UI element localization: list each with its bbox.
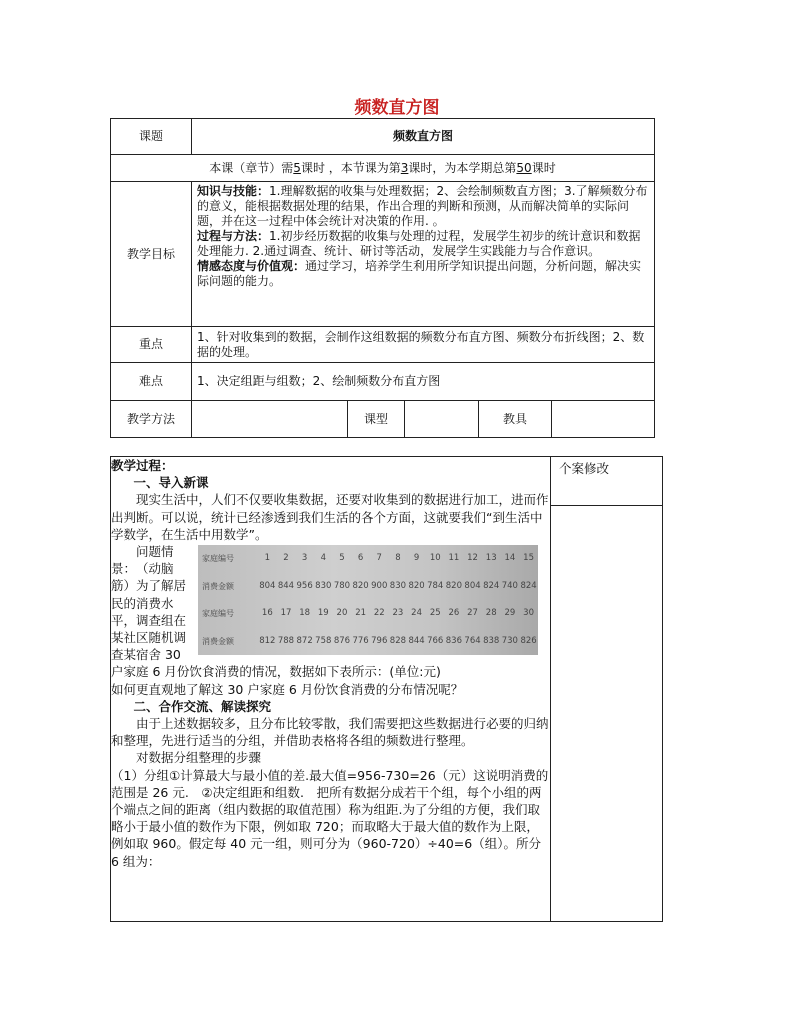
cell: 2	[283, 553, 289, 564]
cell: 764	[464, 635, 481, 646]
teaching-process-cell	[111, 457, 551, 922]
cell: 812	[259, 635, 276, 646]
cell: 828	[389, 635, 407, 646]
hours-text-1: 本课（章节）需	[209, 160, 294, 175]
cell: 838	[483, 635, 500, 646]
cell: 820	[445, 580, 462, 591]
method-value	[192, 401, 348, 438]
cell: 11	[448, 553, 460, 564]
teaching-aid-label: 教具	[479, 401, 552, 438]
cell: 876	[333, 635, 351, 646]
cell: 23	[392, 608, 404, 619]
cell: 844	[408, 635, 425, 646]
lesson-hours-row	[111, 155, 655, 182]
teaching-process-table	[110, 456, 663, 922]
difficulty-label: 难点	[111, 363, 192, 401]
cell: 6	[357, 553, 364, 564]
case-revision-notes	[551, 506, 663, 922]
cell: 18	[299, 608, 311, 619]
method-label: 教学方法	[111, 401, 192, 438]
case-revision-label: 个案修改	[551, 457, 663, 506]
hours-value-1: 5	[293, 160, 301, 175]
cell: 826	[520, 635, 537, 646]
objectives-text	[192, 182, 655, 327]
cell: 820	[408, 580, 425, 591]
cell: 804	[464, 580, 481, 591]
paragraph-intro: 现实生活中，人们不仅要收集数据，还要对收集到的数据进行加工，进而作出判断。可以说，统计已经渗透到我们生活的各个方面，这就要我们“到生活中学数学，在生活中用数学”。	[111, 492, 549, 542]
cell: 9	[413, 553, 420, 564]
page-title: 频数直方图	[354, 98, 440, 118]
cell: 900	[371, 580, 388, 591]
amount-label: 消费金额	[202, 581, 234, 591]
difficulty-text: 1、决定组距与组数；2、绘制频数分布直方图	[192, 363, 655, 401]
hours-text-4: 课时	[531, 160, 556, 175]
cell: 24	[411, 608, 422, 619]
paragraph-problem: 问题情景： （动脑筋）为了解居民的消费水平，调查组在某社区随机调查某宿舍 30 户家庭 6 月份饮食消费的情况，数据如下表所示：(单位:元)	[111, 544, 441, 680]
steps-heading: 对数据分组整理的步骤	[136, 750, 262, 766]
key-points-label: 重点	[111, 327, 192, 363]
cell: 10	[429, 553, 441, 564]
cell: 836	[445, 635, 462, 646]
emotion-heading: 情感态度与价值观：	[197, 259, 306, 273]
topic-value: 频数直方图	[192, 119, 655, 155]
cell: 830	[315, 580, 332, 591]
cell: 758	[315, 635, 332, 646]
cell: 776	[352, 635, 369, 646]
family-id-label: 家庭编号	[202, 609, 234, 619]
cell: 804	[259, 580, 276, 591]
hours-value-2: 3	[400, 160, 409, 175]
cell: 740	[501, 580, 518, 591]
family-id-label: 家庭编号	[202, 554, 234, 564]
cell: 956	[296, 580, 313, 591]
cell: 30	[523, 608, 534, 619]
cell: 8	[395, 553, 401, 564]
cell: 824	[520, 580, 537, 591]
cell: 730	[501, 635, 518, 646]
process-heading-text: 教学过程：	[111, 458, 174, 473]
topic-label: 课题	[111, 119, 192, 155]
objectives-label: 教学目标	[111, 182, 192, 327]
amount-label: 消费金额	[202, 636, 234, 646]
cell: 15	[523, 553, 534, 564]
section-1-title: 一、导入新课	[133, 475, 209, 491]
cell: 1	[264, 553, 271, 564]
section-2-title: 二、合作交流、解读探究	[133, 698, 272, 714]
cell: 19	[317, 608, 329, 619]
cell: 784	[427, 580, 444, 591]
cell: 12	[467, 553, 478, 564]
cell: 26	[448, 608, 460, 619]
cell: 796	[371, 635, 388, 646]
paragraph-steps: （1）分组①计算最大与最小值的差.最大值=956-730=26（元）这说明消费的范围是 26 元. ②决定组距和组数. 把所有数据分成若干个组，每个小组的两个端点之间的距离（组内数据的取值范围）称为组距.为了分组的方便，我们取略小于最小值的数作为下限，例如取 720；而取略大于最大值的数作为上限，例如取 960。假定每 40 元一组，则可分为（960-720）÷40=6（组）。所分 6 组为：	[111, 767, 549, 869]
cell: 7	[376, 553, 382, 564]
cell: 27	[467, 608, 478, 619]
cell: 5	[339, 553, 345, 564]
knowledge-text: 1.理解数据的收集与处理数据；2、会绘制频数直方图；3.了解频数分布的意义，能根据数据处理的结果，作出合理的判断和预测，从而解决简单的实际问题，并在这一过程中体会统计对决策的作用. 。	[197, 184, 648, 228]
cell: 3	[301, 553, 308, 564]
cell: 22	[373, 608, 385, 619]
key-points-text: 1、针对收集到的数据，会制作这组数据的频数分布直方图、频数分布折线图；2、数据的处理。	[192, 327, 655, 363]
cell: 4	[320, 553, 326, 564]
consumption-data-photo	[198, 545, 538, 655]
cell: 13	[485, 553, 497, 564]
hours-value-3: 50	[516, 160, 532, 175]
emotion-text: 通过学习，培养学生利用所学知识提出问题，分析问题，解决实际问题的能力。	[197, 259, 642, 288]
cell: 830	[389, 580, 407, 591]
lesson-type-value	[405, 401, 479, 438]
cell: 824	[483, 580, 500, 591]
cell: 28	[485, 608, 497, 619]
cell: 788	[277, 635, 295, 646]
hours-text-3: 课时，为本学期总第	[408, 160, 517, 175]
question-text: 如何更直观地了解这 30 户家庭 6 月份饮食消费的分布情况呢？	[111, 681, 464, 697]
cell: 17	[280, 608, 292, 619]
cell: 25	[429, 608, 441, 619]
hours-text-2: 课时 ，本节课为第	[300, 160, 401, 175]
cell: 766	[427, 635, 444, 646]
cell: 820	[352, 580, 369, 591]
cell: 14	[504, 553, 516, 564]
cell: 16	[261, 608, 273, 619]
process-text: 1.初步经历数据的收集与处理的过程，发展学生初步的统计意识和数据处理能力. 2.通过调查、统计、研讨等活动，发展学生实践能力与合作意识。	[197, 229, 641, 258]
cell: 872	[296, 635, 313, 646]
knowledge-heading: 知识与技能：	[197, 184, 270, 198]
teaching-aid-value	[552, 401, 655, 438]
cell: 844	[277, 580, 295, 591]
cell: 780	[333, 580, 351, 591]
paragraph-grouping: 由于上述数据较多，且分布比较零散，我们需要把这些数据进行必要的归纳和整理，先进行适当的分组，并借助表格将各组的频数进行整理。	[111, 716, 549, 749]
lesson-info-table	[110, 118, 655, 438]
lesson-type-label: 课型	[348, 401, 405, 438]
cell: 20	[336, 608, 348, 619]
cell: 29	[504, 608, 516, 619]
cell: 21	[355, 608, 367, 619]
process-heading: 过程与方法：	[197, 229, 270, 243]
